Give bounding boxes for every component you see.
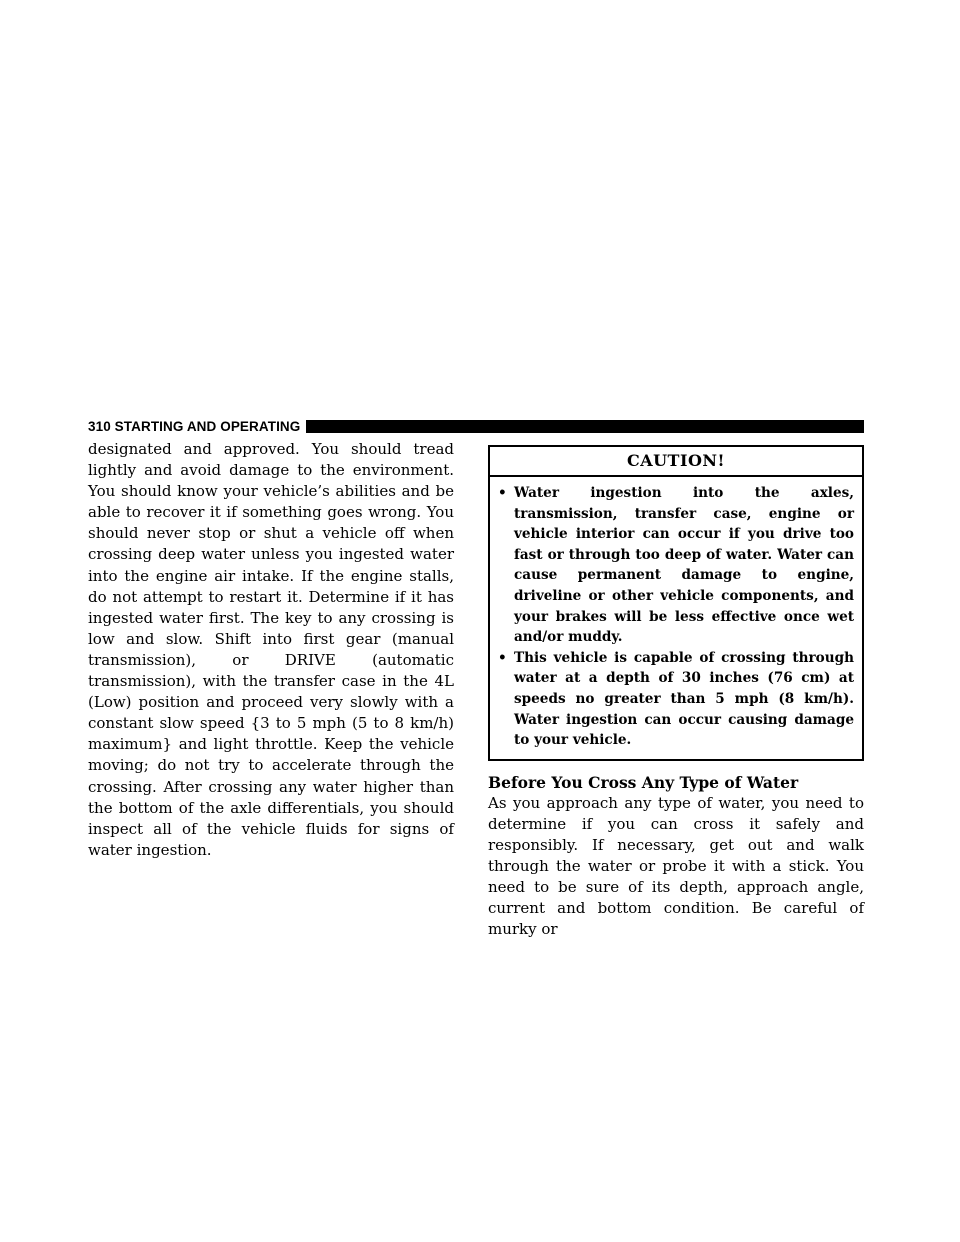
right-column (488, 439, 864, 940)
caution-list (490, 477, 862, 759)
section-heading: Before You Cross Any Type of Water (488, 772, 799, 792)
page-header-text: 310 STARTING AND OPERATING (88, 418, 301, 434)
caution-title: CAUTION! (490, 447, 862, 477)
left-paragraph: designated and approved. You should tread lightly and avoid damage to the environment. You should know your vehicle’s abilities and be able to recover it if something goes wrong. You should never stop or shut a vehicle off when crossing deep water unless you ingested water into the engine air intake. If the engine stalls, do not attempt to restart it. Determine if it has ingested water first. The key to any crossing is low and slow. Shift into first gear (manual transmission), or DRIVE (automatic transmission), with the transfer case in the 4L (Low) position and proceed very slowly with a constant slow speed {3 to 5 mph (5 to 8 km/h) maximum} and light throttle. Keep the vehicle moving; do not try to accelerate through the crossing. After crossing any water higher than the bottom of the axle differentials, you should inspect all of the vehicle fluids for signs of water ingestion. (88, 440, 454, 859)
caution-box (488, 445, 864, 761)
caution-item (498, 483, 854, 648)
bullet-icon: • (498, 649, 507, 666)
right-paragraph: As you approach any type of water, you need to determine if you can cross it safely and responsibly. If necessary, get out and walk through the water or probe it with a stick. You need to be sure of its depth, approach angle, current and bottom condition. Be careful of murky or (488, 793, 864, 939)
caution-item-text: This vehicle is capable of crossing through water at a depth of 30 inches (76 cm) at speeds no greater than 5 mph (8 km/h). Water ingestion can occur causing damage to your vehicle. (514, 649, 854, 749)
left-column (88, 439, 454, 861)
bullet-icon: • (498, 485, 507, 501)
caution-item-text: Water ingestion into the axles, transmission, transfer case, engine or vehicle interior can occur if you drive too fast or through too deep of water. Water can cause permanent damage to engine, driveline or other vehicle components, and your brakes will be less effective once wet and/or muddy. (514, 485, 854, 646)
header-bar (306, 420, 864, 433)
page-header (88, 418, 864, 434)
caution-item (498, 648, 854, 751)
